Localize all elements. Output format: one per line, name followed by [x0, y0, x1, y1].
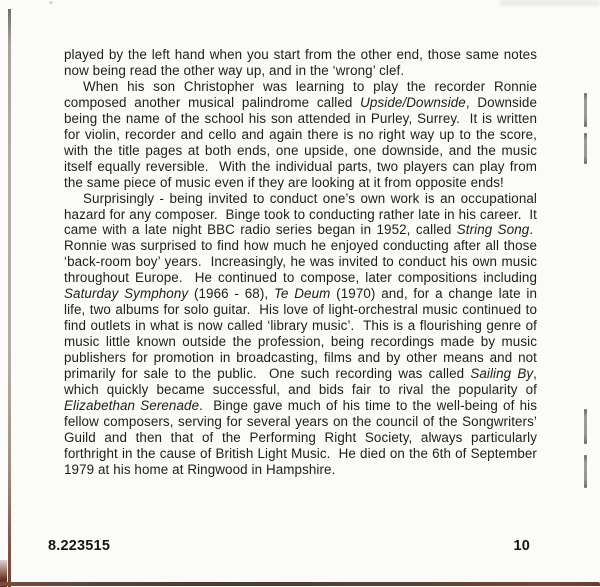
page-footer — [48, 538, 530, 554]
page-text — [64, 47, 537, 478]
staple-mark — [584, 93, 587, 127]
scan-bottom-edge-line — [0, 582, 600, 586]
scan-speck — [49, 1, 53, 4]
scan-smudge — [500, 0, 600, 6]
staple-mark — [584, 133, 587, 164]
staple-mark — [584, 409, 587, 444]
paragraph: When his son Christopher was learning to play the recorder Ronnie composed another musical palindrome called Upside/Downside, Downside being the name of the school his son attended in Purley, Surrey. It is written for violin, recorder and cello and again there is no right way up to the score, with the title pages at both ends, one upside, one downside, and the music itself equally reversible. With the individual parts, two players can play from the same piece of music even if they are looking at it from opposite ends! — [64, 78, 537, 190]
staple-mark — [584, 455, 587, 488]
page-fold-edge-line — [8, 9, 11, 587]
paragraph: Surprisingly - being invited to conduct one’s own work is an occupational hazard for any composer. Binge took to conducting rather late in his career. It came with a late night BBC radio series began in 1952, called String Song. Ronnie was surprised to find how much he enjoyed conducting after all those ‘back-room boy’ years. Increasingly, he was invited to conduct his own music throughout Europe. He continued to compose, later compositions including Saturday Symphony (1966 - 68), Te Deum (1970) and, for a change late in life, two albums for solo guitar. His love of light-orchestral music continued to find outlets in what is now called ‘library music’. This is a flourishing genre of music little known outside the profession, being recordings made by music publishers for promotion in broadcasting, films and by other means and not primarily for sale to the public. One such recording was called Sailing By, which quickly became successful, and bids fair to rival the popularity of Elizabethan Serenade. Binge gave much of his time to the well-being of his fellow composers, serving for several years on the council of the Songwriters’ Guild and then that of the Performing Right Society, always particularly forthright in the cause of British Light Music. He died on the 6th of September 1979 at his home at Ringwood in Hampshire. — [64, 190, 537, 477]
page-number: 10 — [513, 538, 530, 554]
catalog-number: 8.223515 — [48, 538, 111, 554]
paragraph: played by the left hand when you start from the other end, those same notes now being read the other way up, and in the ‘wrong’ clef. — [64, 47, 537, 78]
